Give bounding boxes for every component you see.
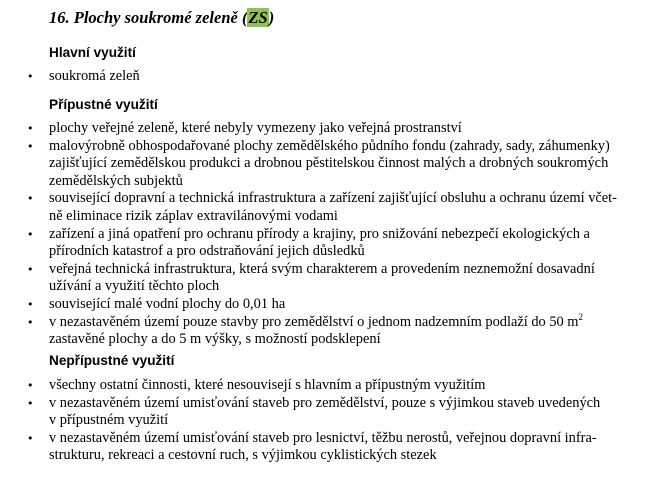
bullet-icon: • bbox=[27, 227, 34, 241]
list-item-line: zařízení a jiná opatření pro ochranu přírody a krajiny, pro snižování nebezpečí ekologických a bbox=[49, 225, 590, 242]
bullet-icon: • bbox=[27, 297, 34, 311]
list-item-line: v přípustném využití bbox=[49, 412, 169, 429]
list-item-line: malovýrobně obhospodařované plochy zemědělského půdního fondu (zahrady, sady, záhumenky) bbox=[49, 137, 610, 154]
list-item-line: ně eliminace rizik záplav extravilánovými vodami bbox=[49, 207, 338, 224]
list-item-line: v nezastavěném území umisťování staveb pro lesnictví, těžbu nerostů, veřejnou dopravní infra- bbox=[49, 429, 597, 446]
list-item-line: zemědělských subjektů bbox=[49, 172, 183, 189]
bullet-icon: • bbox=[27, 70, 34, 83]
section-title-text: Plochy soukromé zeleně ( bbox=[73, 8, 248, 27]
list-item bbox=[0, 430, 659, 465]
list-item bbox=[0, 120, 659, 138]
heading-permitted-use: Přípustné využití bbox=[49, 97, 158, 112]
list-item bbox=[0, 395, 659, 430]
list-item-line: soukromá zeleň bbox=[49, 68, 140, 84]
list-item-line: přírodních katastrof a pro odstraňování jejich důsledků bbox=[49, 243, 365, 260]
bullet-icon: • bbox=[27, 315, 34, 329]
list-item bbox=[0, 68, 659, 86]
heading-forbidden-use: Nepřípustné využití bbox=[49, 353, 175, 368]
list-item-line: v nezastavěném území pouze stavby pro zemědělství o jednom nadzemním podlaží do 50 $m^2$ bbox=[49, 311, 583, 330]
zs-code-badge: ZS bbox=[248, 8, 268, 27]
list-item bbox=[0, 226, 659, 261]
forbidden-use-list bbox=[0, 377, 659, 465]
list-item-line: veřejná technická infrastruktura, která svým charakterem a provedením neznemožní dosavadní bbox=[49, 260, 595, 277]
permitted-use-list bbox=[0, 120, 659, 349]
bullet-icon: • bbox=[27, 122, 34, 135]
bullet-icon: • bbox=[27, 379, 34, 392]
bullet-icon: • bbox=[27, 262, 34, 276]
bullet-icon: • bbox=[27, 192, 34, 206]
list-item-line: plochy veřejné zeleně, které nebyly vymezeny jako veřejná prostranství bbox=[49, 120, 462, 136]
list-item bbox=[0, 377, 659, 395]
list-item bbox=[0, 311, 659, 349]
list-item bbox=[0, 296, 659, 314]
list-item bbox=[0, 138, 659, 191]
superscript: 2 bbox=[578, 311, 583, 322]
list-item-line: zajišťující zemědělskou produkci a drobnou pěstitelskou činnost malých a drobných soukromých bbox=[49, 155, 609, 172]
list-item-line: související malé vodní plochy do 0,01 ha bbox=[49, 295, 286, 312]
list-item bbox=[0, 261, 659, 296]
bullet-icon: • bbox=[27, 396, 34, 410]
main-use-list bbox=[0, 68, 659, 86]
section-title-suffix: ) bbox=[268, 8, 275, 27]
list-item-line: zastavěné plochy a do 5 m výšky, s možností podsklepení bbox=[49, 331, 381, 348]
list-item bbox=[0, 190, 659, 225]
list-item-line: strukturu, rekreaci a cestovní ruch, s výjimkou cyklistických stezek bbox=[49, 447, 437, 464]
section-number: 16. bbox=[49, 8, 74, 27]
list-item-line: v nezastavěném území umisťování staveb pro zemědělství, pouze s výjimkou staveb uvedených bbox=[49, 394, 601, 411]
section-title bbox=[49, 7, 274, 29]
list-item-line: všechny ostatní činnosti, které nesouvisejí s hlavním a přípustným využitím bbox=[49, 377, 486, 393]
bullet-icon: • bbox=[27, 431, 34, 445]
heading-main-use: Hlavní využití bbox=[49, 45, 136, 60]
list-item-line: související dopravní a technická infrastruktura a zařízení zajišťující obsluhu a ochranu území včet- bbox=[49, 190, 617, 207]
bullet-icon: • bbox=[27, 139, 34, 153]
list-item-line: užívání a využití těchto ploch bbox=[49, 278, 220, 295]
